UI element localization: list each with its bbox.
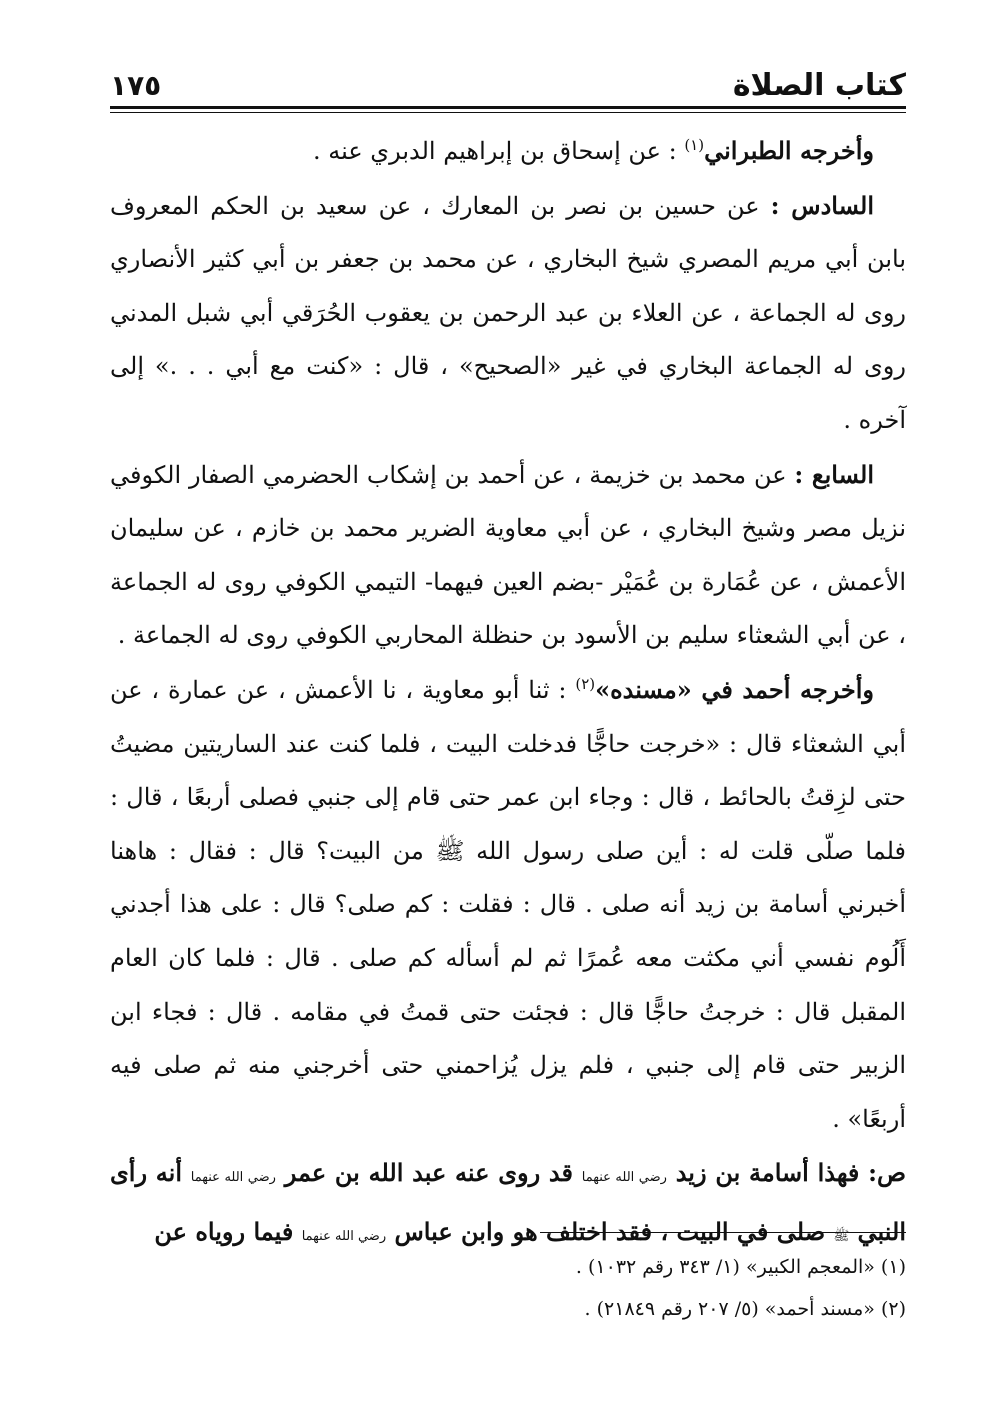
closing-text: صلى في البيت ، فقد اختلف هو وابن عباس	[386, 1216, 834, 1246]
paragraph-tabarani	[110, 124, 906, 179]
paragraph-text: عن محمد بن خزيمة ، عن أحمد بن إشكاب الحضرمي الصفار الكوفي نزيل مصر وشيخ البخاري ، عن أبي معاوية الضرير محمد بن خازم ، عن سليمان الأعمش ، عن عُمَارة بن عُمَيْر -بضم العين فيهما- التيمي الكوفي روى له الجماعة ، عن أبي الشعثاء سليم بن الأسود بن حنظلة المحاربي الكوفي روى له الجماعة .	[110, 460, 906, 650]
header-rule-thin	[110, 112, 906, 113]
page-number: ١٧٥	[110, 69, 162, 102]
footnote-1: (١) «المعجم الكبير» (١/ ٣٤٣ رقم ١٠٣٢) .	[575, 1256, 906, 1278]
paragraph-lead: السادس :	[770, 190, 874, 220]
footnote-rule	[540, 1232, 906, 1233]
paragraph-text: : عن إسحاق بن إبراهيم الدبري عنه .	[312, 137, 685, 165]
closing-text: فيما روياه عن	[154, 1216, 302, 1246]
paragraph-lead: السابع :	[794, 459, 874, 489]
paragraph-sixth	[110, 179, 906, 448]
paragraph-ahmad	[110, 663, 906, 1146]
paragraph-seventh	[110, 448, 906, 663]
honorific-mark: ﷺ	[833, 1228, 850, 1244]
honorific-mark: رضي الله عنهما	[581, 1170, 667, 1186]
footnote-ref: (٢)	[575, 674, 596, 693]
main-text	[110, 124, 906, 1263]
header-rule	[110, 106, 906, 109]
footnotes	[110, 1246, 906, 1330]
paragraph-lead: وأخرجه الطبراني	[704, 136, 874, 165]
closing-text: ص: فهذا أسامة بن زيد	[666, 1158, 906, 1188]
closing-text: أنه رأى النبي	[110, 1158, 906, 1246]
book-title: كتاب الصلاة	[732, 68, 906, 103]
running-header	[110, 56, 906, 104]
footnote-2: (٢) «مسند أحمد» (٥/ ٢٠٧ رقم ٢١٨٤٩) .	[584, 1298, 906, 1320]
honorific-mark: رضي الله عنهما	[190, 1170, 276, 1186]
closing-text: قد روى عنه عبد الله بن عمر	[275, 1158, 582, 1188]
paragraph-lead: وأخرجه أحمد في «مسنده»	[595, 674, 874, 704]
footnote-ref: (١)	[684, 136, 705, 154]
paragraph-text: : ثنا أبو معاوية ، نا الأعمش ، عن عمارة ، عن أبي الشعثاء قال : «خرجت حاجًّا فدخلت البيت ، فلما كنت عند الساريتين مضيتُ حتى لزِقتُ بالحائط ، قال : وجاء ابن عمر حتى قام إلى جنبي فصلى أربعًا ، قال : فلما صلّى قلت له : أين صلى رسول الله ﷺ من البيت؟ قال : فقال : هاهنا أخبرني أسامة بن زيد أنه صلى . قال : فقلت : كم صلى؟ قال : على هذا أجدني أَلُوم نفسي أني مكثت معه عُمرًا ثم لم أسأله كم صلى . قال : فلما كان العام المقبل قال : خرجتُ حاجًّا قال : فجئت حتى قمتُ في مقامه . قال : فجاء ابن الزبير حتى قام إلى جنبي ، فلم يزل يُزاحمني حتى أخرجني منه ثم صلى فيه أربعًا» .	[110, 675, 906, 1133]
honorific-mark: رضي الله عنهما	[301, 1228, 387, 1244]
paragraph-text: عن حسين بن نصر بن المعارك ، عن سعيد بن الحكم المعروف بابن أبي مريم المصري شيخ البخاري ، عن محمد بن جعفر بن أبي كثير الأنصاري روى له الجماعة ، عن العلاء بن عبد الرحمن بن يعقوب الحُرَقي أبي شبل المدني روى له الجماعة البخاري في غير «الصحيح» ، قال : «كنت مع أبي . . .» إلى آخره .	[110, 191, 906, 434]
